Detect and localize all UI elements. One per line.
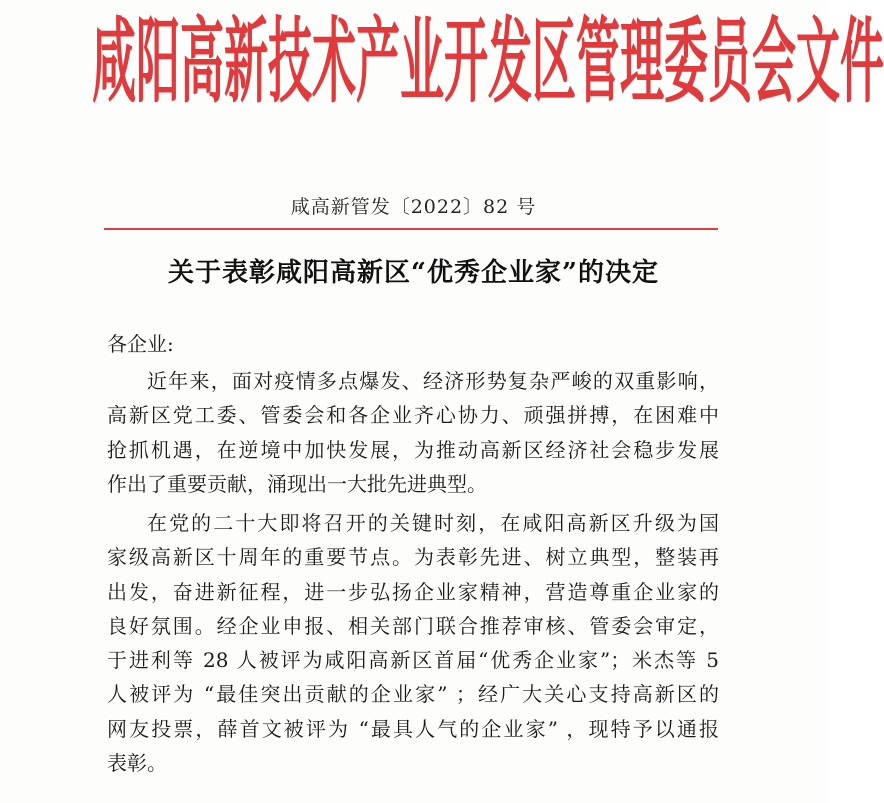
masthead-char: 管: [576, 9, 620, 117]
masthead-char: 委: [664, 9, 708, 117]
paragraph-line: 人被评为 “最佳突出贡献的企业家” ；经广大关心支持高新区的: [107, 682, 719, 707]
masthead-char: 发: [488, 9, 532, 117]
paragraph-line: 于进利等 28 人被评为咸阳高新区首届“优秀企业家”；米杰等 5: [107, 648, 719, 673]
body-paragraph-2: [107, 506, 719, 780]
paragraph-line: 抢抓机遇，在逆境中加快发展，为推动高新区经济社会稳步发展: [107, 437, 719, 462]
masthead-char: 件: [840, 9, 884, 117]
masthead-char: 产: [356, 9, 400, 117]
masthead-char: 理: [620, 9, 664, 117]
paragraph-line: 家级高新区十周年的重要节点。为表彰先进、树立典型，整装再: [107, 545, 719, 570]
document-title: 关于表彰咸阳高新区“优秀企业家”的决定: [168, 258, 659, 288]
salutation: 各企业:: [107, 332, 174, 356]
paragraph-line: 近年来，面对疫情多点爆发、经济形势复杂严峻的双重影响，: [147, 369, 719, 393]
paragraph-line: 在党的二十大即将召开的关键时刻，在咸阳高新区升级为国: [147, 511, 719, 535]
paragraph-line: 网友投票，薛首文被评为 “最具人气的企业家” ，现特予以通报: [107, 716, 719, 741]
paragraph-line: 出发，奋进新征程，进一步弘扬企业家精神，营造尊重企业家的: [107, 579, 719, 604]
document-number: 咸高新管发〔2022〕82 号: [290, 196, 537, 218]
paragraph-line: 作出了重要贡献，涌现出一大批先进典型。: [107, 471, 487, 496]
masthead-char: 技: [268, 9, 312, 117]
paragraph-line: 良好氛围。经企业申报、相关部门联合推荐审核、管委会审定，: [107, 613, 719, 638]
masthead-char: 会: [752, 9, 796, 117]
paragraph-line: 表彰。: [107, 751, 167, 776]
masthead-title: [92, 9, 884, 117]
masthead-char: 文: [796, 9, 840, 117]
masthead-char: 区: [532, 9, 576, 117]
body-paragraph-1: [107, 364, 719, 501]
masthead-char: 术: [312, 9, 356, 117]
masthead-char: 新: [224, 9, 268, 117]
paragraph-line: 高新区党工委、管委会和各企业齐心协力、顽强拼搏，在困难中: [107, 403, 719, 428]
masthead-char: 员: [708, 9, 752, 117]
masthead-char: 业: [400, 9, 444, 117]
red-divider-line: [104, 228, 718, 230]
masthead-char: 高: [180, 9, 224, 117]
masthead-char: 阳: [136, 9, 180, 117]
masthead-char: 咸: [92, 9, 136, 117]
masthead-char: 开: [444, 9, 488, 117]
